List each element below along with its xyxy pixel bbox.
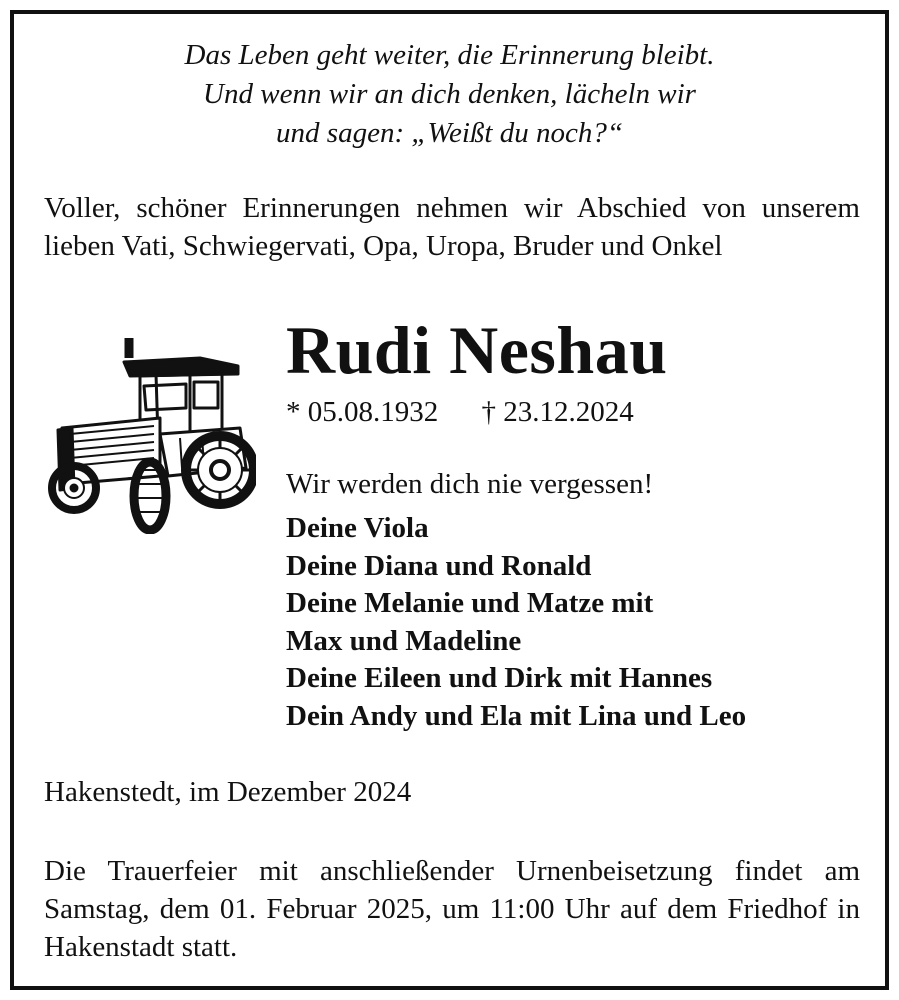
family-member: Deine Viola [286,512,429,544]
family-member: Deine Diana und Ronald [286,549,592,582]
intro-paragraph: Voller, schöner Erinnerungen nehmen wir Abschied von unserem lieben Vati, Schwiegervati, Opa, Uropa, Bruder und Onkel [44,192,860,262]
quote-line: Das Leben geht weiter, die Erinnerung bleibt. [184,39,715,71]
funeral-notice: Die Trauerfeier mit anschließender Urnenbeisetzung findet am Samstag, dem 01. Februar 2025, um 11:00 Uhr auf dem Friedhof in Hakenstadt statt. [44,855,860,963]
family-member: Deine Eileen und Dirk mit Hannes [286,662,713,695]
family-member: Deine Melanie und Matze mit [286,587,654,620]
family-list [286,510,746,736]
family-member: Dein Andy und Ela mit Lina und Leo [286,699,747,732]
death-date: † 23.12.2024 [481,396,634,428]
quote-line: Und wenn wir an dich denken, lächeln wir [203,78,696,110]
tractor-icon [40,338,256,534]
quote-line: und sagen: „Weißt du noch?“ [276,117,623,149]
birth-date: * 05.08.1932 [286,396,439,428]
place-date: Hakenstedt, im Dezember 2024 [44,776,412,808]
memorial-quote [14,36,885,153]
farewell-line: Wir werden dich nie vergessen! [286,468,654,500]
family-member: Max und Madeline [286,624,522,657]
life-dates [286,394,634,430]
deceased-name: Rudi Neshau [286,312,668,388]
obituary-frame [10,10,889,990]
